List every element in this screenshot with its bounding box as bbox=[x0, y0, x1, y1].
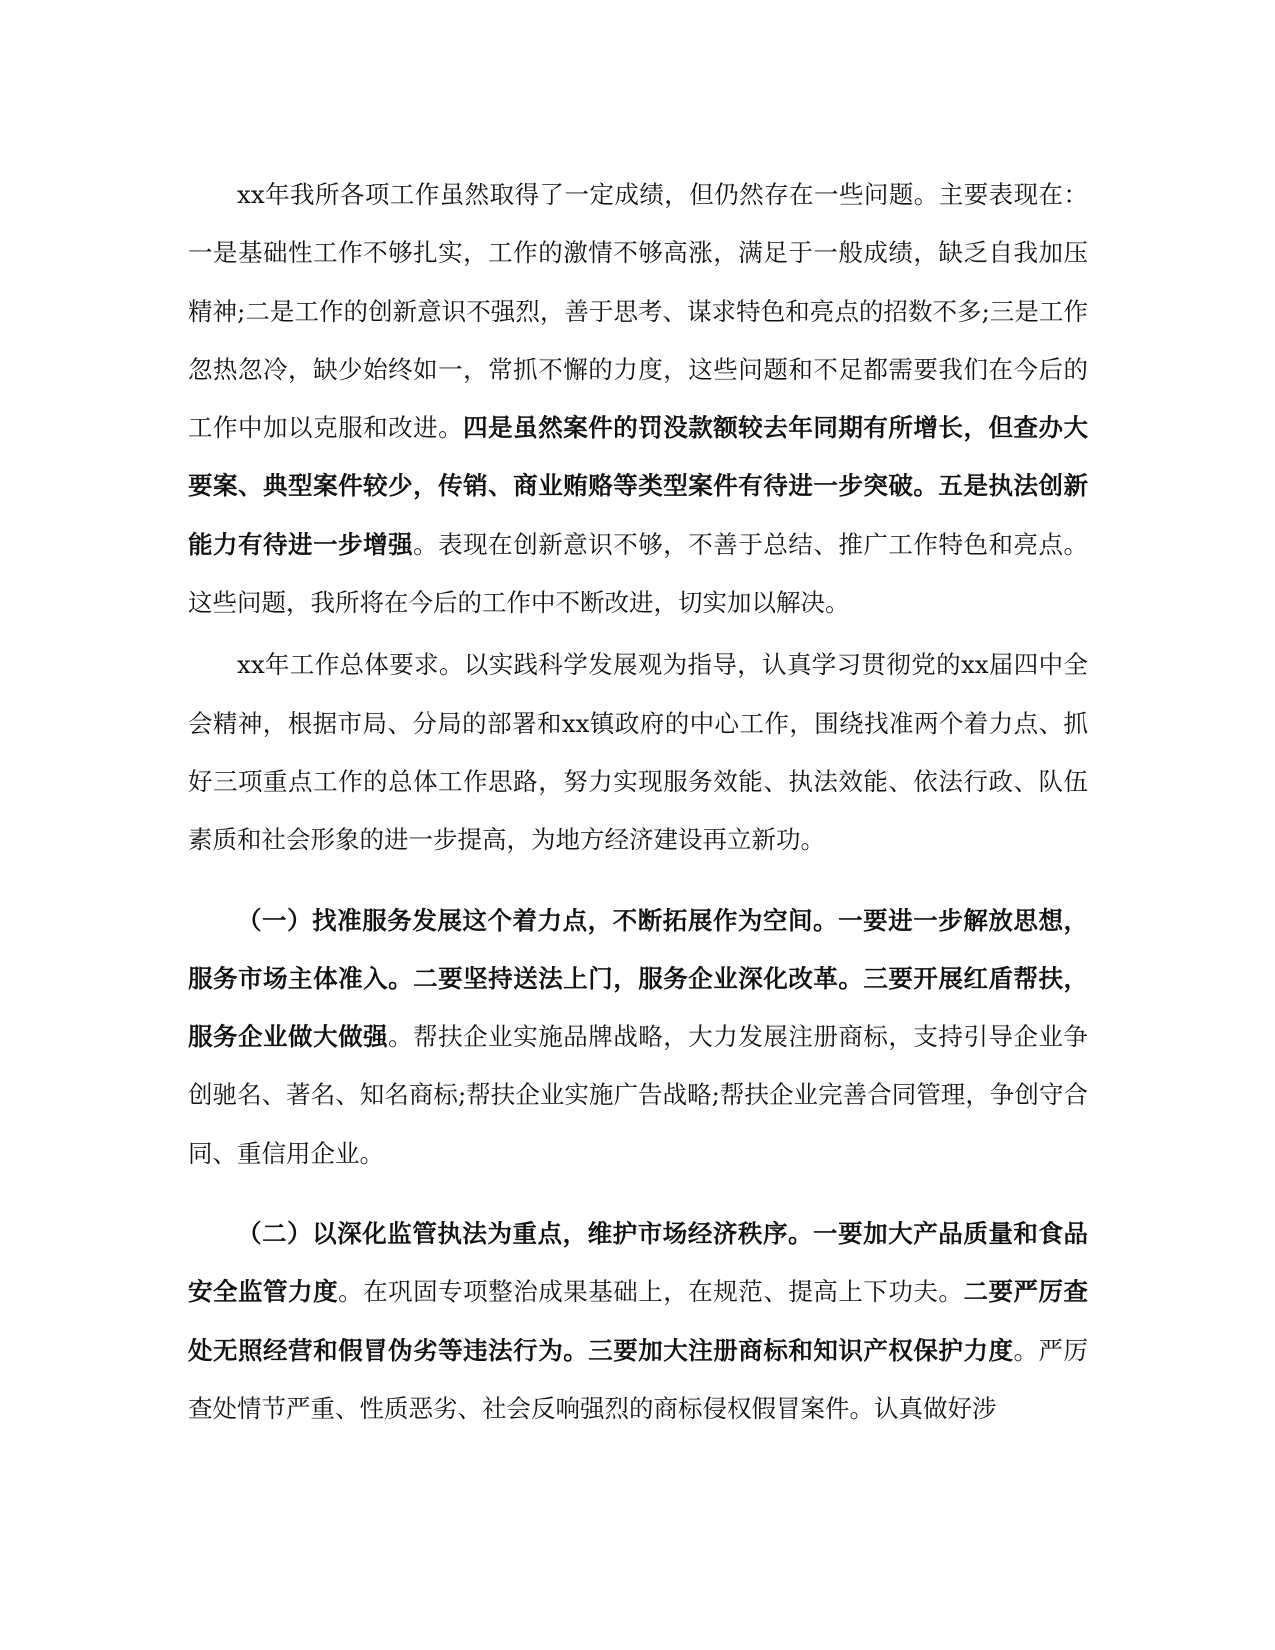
paragraph-supervision-enforcement bbox=[188, 1205, 1088, 1438]
bold-text-segment: （二）以深化监管执法为重点，维护市场经济秩序。一要加大产品质量和食品安全监管力度 bbox=[188, 1219, 1088, 1307]
text-segment: 。在巩固专项整治成果基础上，在规范、提高上下功夫。 bbox=[338, 1277, 964, 1307]
text-segment: 。严厉查处情节严重、性质恶劣、社会反响强烈的商标侵权假冒案件。认真做好涉 bbox=[188, 1335, 1088, 1423]
text-segment: xx年我所各项工作虽然取得了一定成绩，但仍然存在一些问题。主要表现在：一是基础性工作不够扎实，工作的激情不够高涨，满足于一般成绩，缺乏自我加压精神;二是工作的创新意识不强烈，善于思考、谋求特色和亮点的招数不多;三是工作忽热忽冷，缺少始终如一，常抓不懈的力度，这些问题和不足都需要我们在今后的工作中加以克服和改进。 bbox=[188, 180, 1088, 443]
text-segment: xx年工作总体要求。以实践科学发展观为指导，认真学习贯彻党的xx届四中全会精神，根据市局、分局的部署和xx镇政府的中心工作，围绕找准两个着力点、抓好三项重点工作的总体工作思路，努力实现服务效能、执法效能、依法行政、队伍素质和社会形象的进一步提高，为地方经济建设再立新功。 bbox=[188, 650, 1088, 855]
bold-text-segment: （一）找准服务发展这个着力点，不断拓展作为空间。一要进一步解放思想，服务市场主体准入。二要坚持送法上门，服务企业深化改革。三要开展红盾帮扶，服务企业做大做强 bbox=[188, 905, 1088, 1052]
paragraph-overall-requirements bbox=[188, 636, 1088, 869]
bold-text-segment: 四是虽然案件的罚没款额较去年同期有所增长，但查办大要案、典型案件较少，传销、商业贿赂等类型案件有待进一步突破。五是执法创新能力有待进一步增强 bbox=[188, 413, 1088, 559]
paragraph-problems bbox=[188, 166, 1088, 632]
text-segment: 。表现在创新意识不够，不善于总结、推广工作特色和亮点。这些问题，我所将在今后的工作中不断改进，切实加以解决。 bbox=[188, 529, 1089, 618]
document-body bbox=[188, 166, 1088, 1438]
paragraph-service-development bbox=[188, 892, 1088, 1183]
bold-text-segment: 二要严厉查处无照经营和假冒伪劣等违法行为。三要加大注册商标和知识产权保护力度 bbox=[188, 1277, 1089, 1365]
text-segment: 。帮扶企业实施品牌战略，大力发展注册商标，支持引导企业争创驰名、著名、知名商标;帮扶企业实施广告战略;帮扶企业完善合同管理，争创守合同、重信用企业。 bbox=[188, 1022, 1089, 1168]
